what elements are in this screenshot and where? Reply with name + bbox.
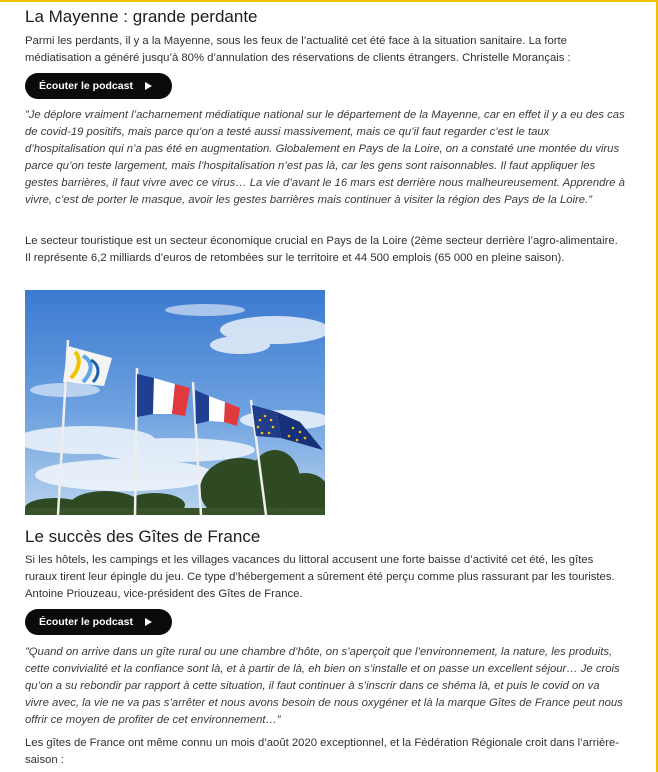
section-title-mayenne: La Mayenne : grande perdante xyxy=(25,7,258,26)
top-accent-line xyxy=(0,0,658,2)
play-icon xyxy=(145,618,152,626)
tourism-sector-paragraph: Le secteur touristique est un secteur économique crucial en Pays de la Loire (2ème secteur derrière l’agro-alimentaire. Il représente 6,2 milliards d’euros de retombées sur le territoire et 44 500 emplois (65 000 en pleine saison). xyxy=(25,235,618,264)
podcast-button-label: Écouter le podcast xyxy=(39,80,133,92)
section-intro-gites: Si les hôtels, les campings et les villages vacances du littoral accusent une forte baisse d’activité cet été, les gîtes ruraux tirent leur épingle du jeu. Ce type d’hébergement a sûrement été perçu comme plus rassurant par les touristes. Antoine Priouzeau, vice-président des Gîtes de France. xyxy=(25,554,615,600)
listen-podcast-button[interactable] xyxy=(25,73,172,99)
play-icon xyxy=(145,82,152,90)
listen-podcast-button[interactable] xyxy=(25,609,172,635)
flags-photo xyxy=(25,290,325,515)
section-title-gites: Le succès des Gîtes de France xyxy=(25,527,261,546)
quote-priouzeau: ”Quand on arrive dans un gîte rural ou une chambre d’hôte, on s’aperçoit que l’environnement, la nature, les produits, cette convivialité et la confiance sont là, et à partir de là, eh bien on s’installe et on passe un excellent séjour… Je crois qu’on a su rebondir par rapport à cette situation, il faut continuer à s’inscrir dans ce shéma là, et puis le covid on va vivre avec, la vie ne va pas s’arrêter et nous avons besoin de nous oxygéner et là la marque Gîtes de France peut nous offrir ce moyen de profiter de cet environnement…” xyxy=(25,646,623,726)
quote-morancais: ”Je déplore vraiment l’acharnement médiatique national sur le département de la Mayenne, car en effet il y a eu des cas de covid-19 positifs, mais parce qu’on a testé aussi massivement, mais ce qu’il faut regarder c’est le taux d’hospitalisation qui n’a pas été en augmentation. Globalement en Pays de la Loire, on a constaté une montée du virus parce qu’on teste largement, mais l’hospitalisation n’est pas là, car les gens sont raisonnables. Il faut appliquer les gestes barrières, il faut vivre avec ce virus… La vie d’avant le 16 mars est derrière nous malheureusement. Apprendre à vivre, c’est de porter le masque, avoir les gestes barrières mais continuer à visiter la région des Pays de la Loire.” xyxy=(25,109,625,206)
section-intro-mayenne: Parmi les perdants, il y a la Mayenne, sous les feux de l’actualité cet été face à la situation sanitaire. La forte médiatisation a généré jusqu’à 80% d’annulation des réservations de clients étrangers. Christelle Morançais : xyxy=(25,35,571,64)
gites-august-paragraph: Les gîtes de France ont même connu un mois d’août 2020 exceptionnel, et la Fédération Régionale croit dans l’arrière-saison : xyxy=(25,737,620,766)
podcast-button-label: Écouter le podcast xyxy=(39,616,133,628)
